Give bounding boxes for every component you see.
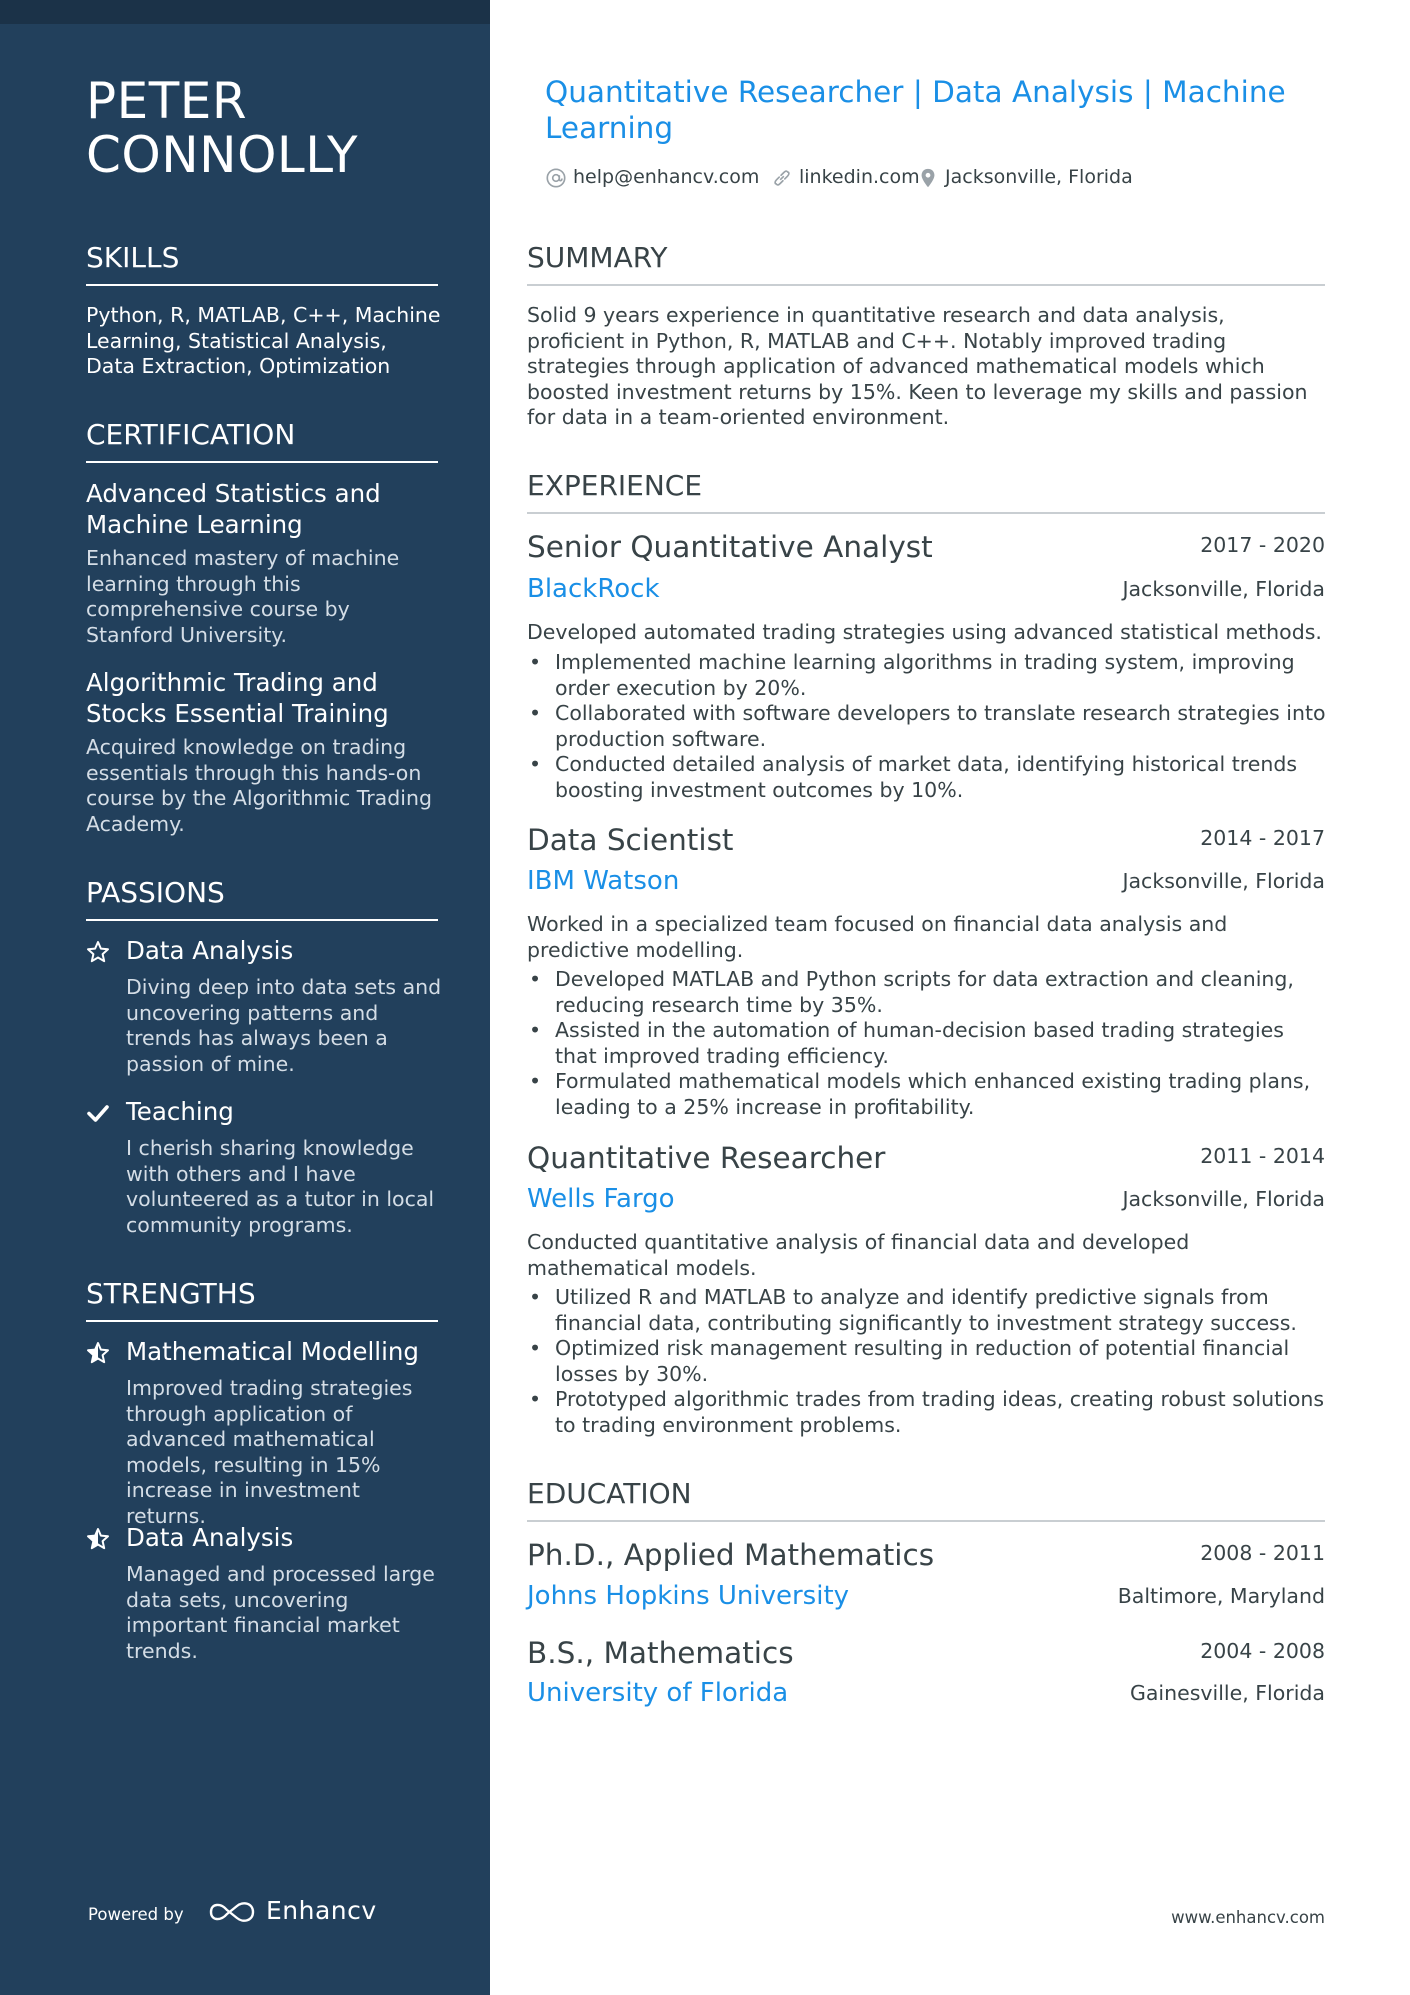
passion-desc: Diving deep into data sets and uncovering patterns and trends has always been a passion of mine. (126, 975, 442, 1076)
map-pin-icon (917, 167, 939, 189)
strength-title: Data Analysis (126, 1523, 294, 1552)
job-bullet: • Formulated mathematical models which enhanced existing trading plans, leading to a 25% increase in profitability. (527, 1069, 1327, 1120)
certification-desc: Enhanced mastery of machine learning through this comprehensive course by Stanford University. (86, 546, 400, 647)
sidebar (0, 0, 490, 1995)
job-bullet: • Prototyped algorithmic trades from trading ideas, creating robust solutions to trading environment problems. (527, 1387, 1327, 1438)
job-bullet: • Utilized R and MATLAB to analyze and identify predictive signals from financial data, contributing significantly to investment strategy success. (527, 1285, 1327, 1336)
skills-text: Python, R, MATLAB, C++, Machine Learning, Statistical Analysis, Data Extraction, Optimization (86, 303, 441, 378)
job-dates: 2017 - 2020 (1200, 533, 1325, 557)
job-dates: 2011 - 2014 (1200, 1144, 1325, 1168)
job-intro: Developed automated trading strategies using advanced statistical methods. (527, 620, 1322, 644)
job-intro: Conducted quantitative analysis of financial data and developed mathematical models. (527, 1230, 1190, 1280)
passions-heading: PASSIONS (86, 875, 438, 921)
education-dates: 2008 - 2011 (1200, 1541, 1325, 1565)
passion-title: Data Analysis (126, 936, 294, 965)
sidebar-top-strip (0, 0, 490, 24)
job-bullet: • Assisted in the automation of human-decision based trading strategies that improved trading efficiency. (527, 1018, 1327, 1069)
strength-item (86, 1523, 446, 1555)
strength-desc: Managed and processed large data sets, uncovering important financial market trends. (126, 1562, 435, 1663)
certification-title: Advanced Statistics and Machine Learning (86, 479, 381, 539)
candidate-name: PETER CONNOLLY (86, 72, 359, 184)
job-title: Data Scientist (527, 823, 734, 857)
link-icon (771, 167, 793, 189)
company-name: Wells Fargo (527, 1184, 675, 1214)
passion-desc: I cherish sharing knowledge with others and I have volunteered as a tutor in local community programs. (126, 1136, 435, 1237)
job-location: Jacksonville, Florida (1122, 1187, 1325, 1211)
job-bullet: • Optimized risk management resulting in reduction of potential financial losses by 30%. (527, 1336, 1327, 1387)
school-name: Johns Hopkins University (527, 1581, 850, 1611)
job-bullet: • Implemented machine learning algorithms in trading system, improving order execution by 20%. (527, 650, 1327, 701)
skills-heading: SKILLS (86, 240, 438, 286)
strength-item (86, 1337, 446, 1369)
summary-heading: SUMMARY (527, 240, 1325, 286)
degree-title: B.S., Mathematics (527, 1636, 794, 1670)
job-dates: 2014 - 2017 (1200, 826, 1325, 850)
school-name: University of Florida (527, 1678, 789, 1708)
checkmark-icon (86, 1101, 110, 1125)
school-location: Baltimore, Maryland (1117, 1584, 1325, 1608)
star-half-icon (86, 1341, 110, 1365)
infinity-logo-icon (208, 1899, 256, 1925)
contact-location-text: Jacksonville, Florida (945, 166, 1133, 188)
website-link[interactable]: www.enhancv.com (1171, 1908, 1325, 1927)
job-bullets (527, 1285, 1327, 1438)
certification-title: Algorithmic Trading and Stocks Essential Training (86, 668, 389, 728)
star-half-icon (86, 1527, 110, 1551)
company-name: BlackRock (527, 574, 660, 604)
certification-desc: Acquired knowledge on trading essentials through this hands-on course by the Algorithmic Trading Academy. (86, 735, 432, 836)
certification-heading: CERTIFICATION (86, 417, 438, 463)
star-outline-icon (86, 940, 110, 964)
school-location: Gainesville, Florida (1129, 1681, 1325, 1705)
job-bullet: • Conducted detailed analysis of market data, identifying historical trends boosting investment outcomes by 10%. (527, 752, 1327, 803)
job-intro: Worked in a specialized team focused on financial data analysis and predictive modelling. (527, 912, 1228, 962)
passion-title: Teaching (126, 1097, 234, 1126)
powered-by-label: Powered by (88, 1905, 184, 1924)
strengths-heading: STRENGTHS (86, 1276, 438, 1322)
degree-title: Ph.D., Applied Mathematics (527, 1538, 935, 1572)
job-location: Jacksonville, Florida (1122, 869, 1325, 893)
strength-title: Mathematical Modelling (126, 1337, 419, 1366)
job-location: Jacksonville, Florida (1122, 577, 1325, 601)
job-bullet: • Developed MATLAB and Python scripts for data extraction and cleaning, reducing research time by 35%. (527, 967, 1327, 1018)
at-sign-icon (545, 167, 567, 189)
summary-text: Solid 9 years experience in quantitative research and data analysis, proficient in Python, R, MATLAB and C++. Notably improved trading strategies through application of advanced mathematical models which boosted investment returns by 15%. Keen to leverage my skills and passion for data in a team-oriented environment. (527, 303, 1308, 429)
contact-email-text: help@enhancv.com (573, 166, 760, 188)
job-title: Senior Quantitative Analyst (527, 530, 933, 564)
passion-item (86, 936, 446, 968)
company-name: IBM Watson (527, 866, 680, 896)
job-bullets (527, 967, 1327, 1120)
passion-item (86, 1097, 446, 1129)
job-bullets (527, 650, 1327, 803)
strength-desc: Improved trading strategies through application of advanced mathematical models, resulting in 15% increase in investment returns. (126, 1376, 413, 1528)
brand-name: Enhancv (266, 1896, 377, 1925)
contact-linkedin-text: linkedin.com (799, 166, 920, 188)
main-content (490, 0, 1410, 1995)
job-bullet: • Collaborated with software developers to translate research strategies into production software. (527, 701, 1327, 752)
experience-heading: EXPERIENCE (527, 468, 1325, 514)
headline: Quantitative Researcher | Data Analysis | Machine Learning (545, 75, 1286, 145)
job-title: Quantitative Researcher (527, 1141, 886, 1175)
education-dates: 2004 - 2008 (1200, 1639, 1325, 1663)
education-heading: EDUCATION (527, 1476, 1325, 1522)
